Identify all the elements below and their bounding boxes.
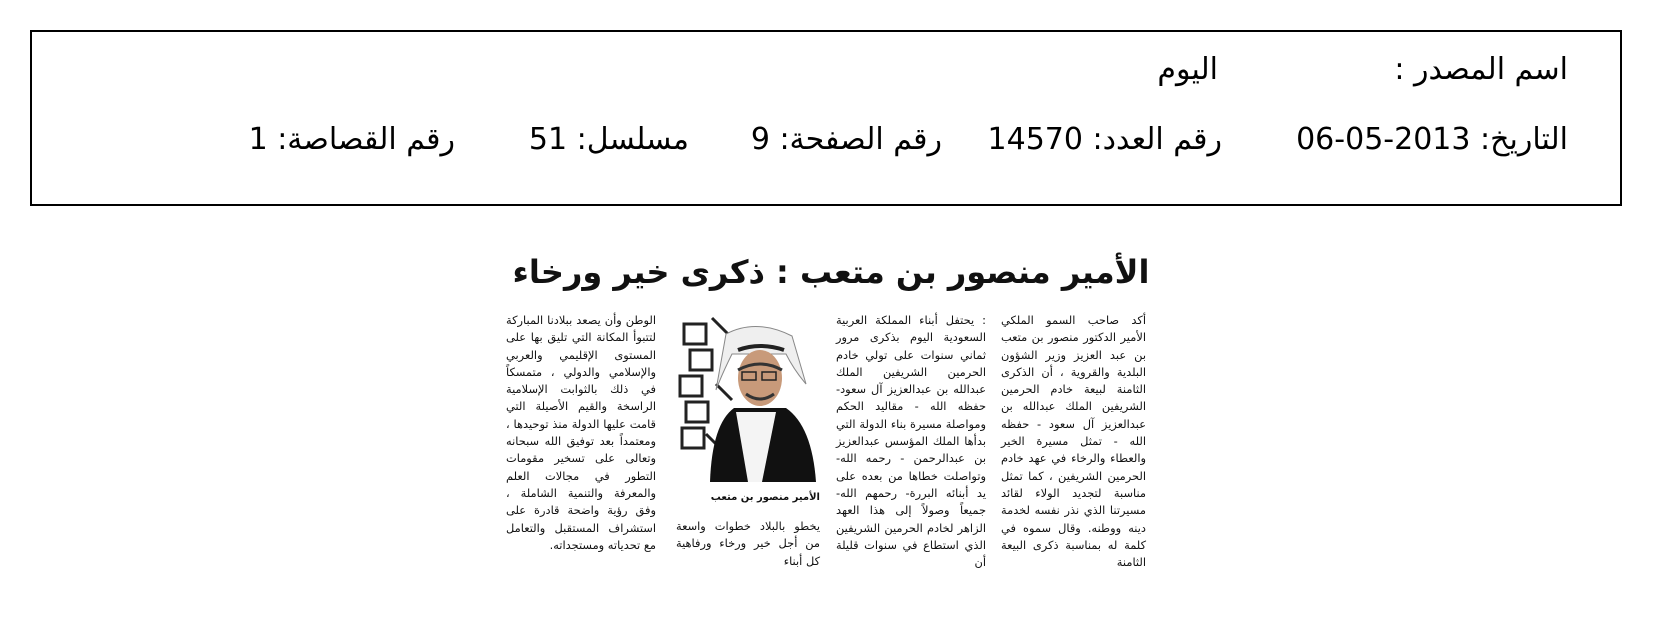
article-column-1: أكد صاحب السمو الملكي الأمير الدكتور منصور بن متعب بن عبد العزيز وزير الشؤون البلدية والقروية ، أن الذكرى الثامنة لبيعة خادم الحرمين الشريفين الملك عبدالله بن عبدالعزيز آل سعود - حفظه الله - تمثل مسيرة الخير والعطاء والرخاء في عهد خادم الحرمين الشريفين ، كما تمثل مناسبة لتجديد الولاء لقائد مسيرتنا الذي نذر نفسه لخدمة دينه ووطنه. وقال سموه في كلمة له بمناسبة ذكرى البيعة الثامنة: [1001, 313, 1146, 570]
photo-caption: الأمير منصور بن متعب: [710, 492, 820, 503]
source-value: اليوم: [1157, 52, 1218, 87]
clip-number-label: رقم القصاصة: 1: [248, 122, 455, 157]
article-column-4: الوطن وأن يصعد ببلادنا المباركة لتتبوأ المكانة التي تليق بها على المستوى الإقليمي والعربي والإسلامي والدولي ، متمسكاً في ذلك بالثوابت الإسلامية الراسخة والقيم الأصيلة التي قامت عليها الدولة منذ توحيدها ، ومعتمداً بعد توفيق الله سبحانه وتعالى على تسخير مقومات التطور في مجالات العلم والمعرفة والتنمية الشاملة ، وفق رؤية واضحة قادرة على استشراف المستقبل والتعامل مع تحدياته ومستجداته.: [506, 313, 656, 552]
issue-number-label: رقم العدد: 14570: [987, 122, 1222, 157]
page-number-label: رقم الصفحة: 9: [750, 122, 942, 157]
date-label: التاريخ: 2013-05-06: [1296, 122, 1568, 157]
source-label: اسم المصدر :: [1394, 52, 1568, 87]
newspaper-clipping: [506, 240, 1156, 570]
serial-label: مسلسل: 51: [528, 122, 689, 157]
article-column-3: يخطو بالبلاد خطوات واسعة من أجل خير ورخاء ورفاهية كل أبناء: [676, 519, 820, 568]
article-column-2: : يحتفل أبناء المملكة العربية السعودية اليوم بذكرى مرور ثماني سنوات على تولي خادم الحرمين الشريفين الملك عبدالله بن عبدالعزيز آل سعود- حفظه الله - مقاليد الحكم ومواصلة مسيرة بناء الدولة التي بدأها الملك المؤسس عبدالعزيز بن عبدالرحمن - رحمه الله- وتواصلت خطاها من بعده على يد أبنائه البررة- رحمهم الله- جميعاً وصولاً إلى هذا العهد الزاهر لخادم الحرمين الشريفين الذي استطاع في سنوات قليلة أن: [836, 313, 986, 570]
portrait-photo: [676, 314, 820, 482]
article-headline: الأمير منصور بن متعب : ذكرى خير ورخاء: [512, 253, 1150, 291]
metadata-box: [30, 30, 1622, 206]
